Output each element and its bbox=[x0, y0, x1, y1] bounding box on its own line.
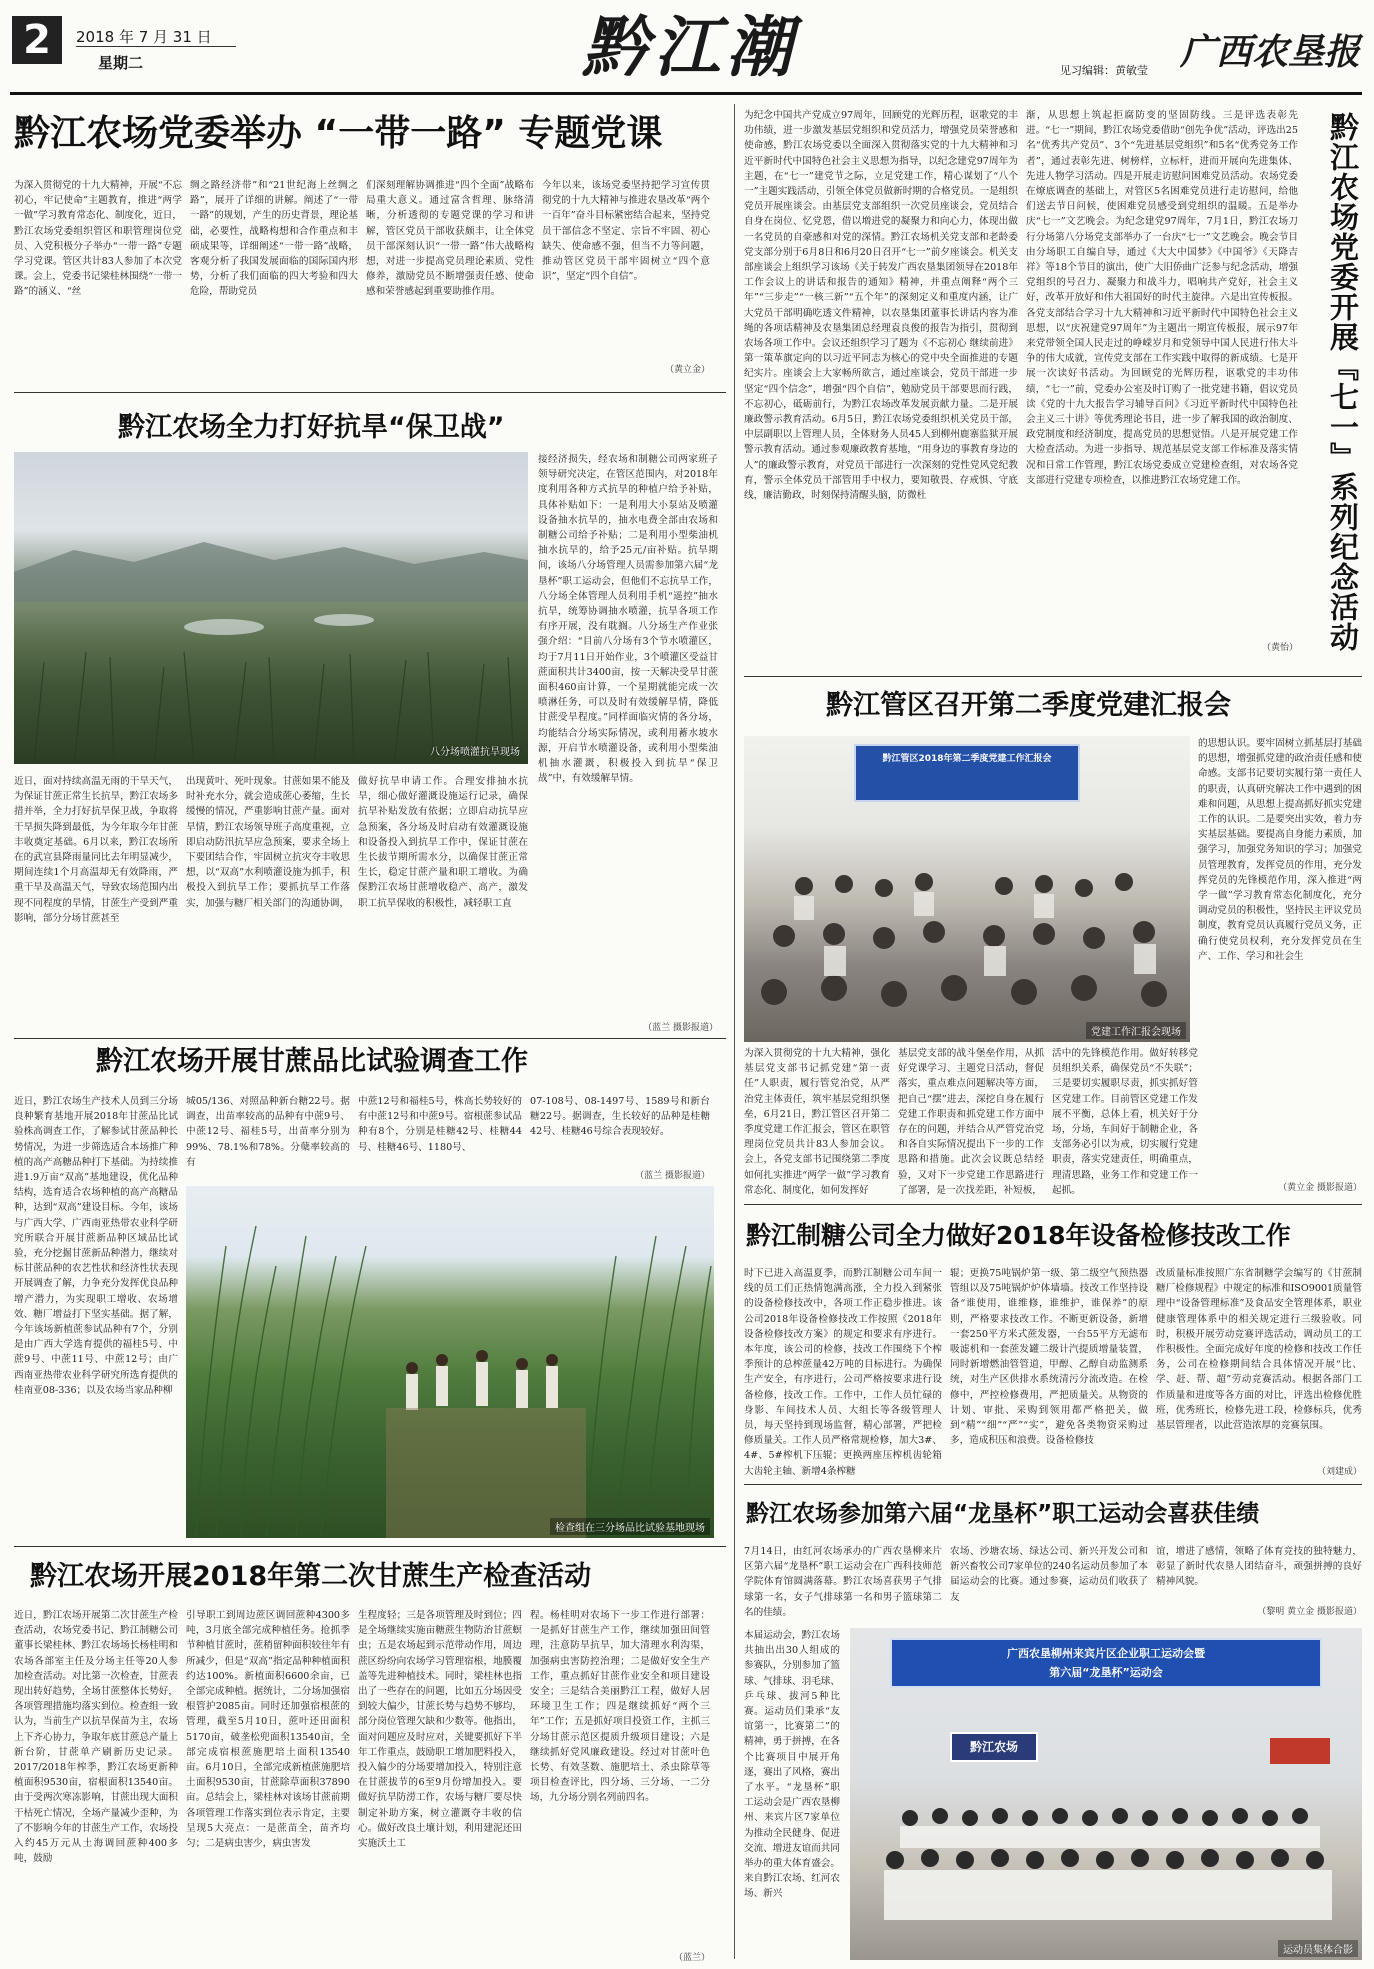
a8-photo-caption: 运动员集体合影 bbox=[1278, 1940, 1358, 1957]
a1-headline: 黔江农场党委举办 “一带一路” 专题党课 bbox=[14, 113, 663, 154]
a5-col1: 为纪念中国共产党成立97周年，回顾党的光辉历程，讴歌党的丰功伟绩，进一步激发基层党组织和党员活力，增强党员荣誉感和使命感，黔江农场党委以全面深入贯彻落实党的十九大精神和习近平新时代中国特色社会主义思想为指导，以纪念建党97周年为主题，在“七一”建党节之际，立足党建工作，精心谋划了“八个一”主题实践活动，引领全体党员做新时期的合格党员。一是组织党员开展座谈会。由基层党支部组织一次党员座谈会，党员结合自身在岗位、忆党恩，借以増进党的凝聚力和向心力，体现出做一名党员的自豪感和对党的深情。黔江农场机关党支部和老龄委党支部分别于6月8日和6月20日召开“七一”前夕座谈会。机关支部座谈会上组织学习该场《关于转发广西农垦集团领导在2018年工作会议上的讲话和报告的通知》精神，并重点阐释“两个三年”“三步走”“一核三新”“五个年”的深刻定义和重度内涵，让广大党员干部明确吃透文件精神，以农垦集团董事长讲话内容为准绳的各项话精神及农垦集团总经理袁良俊的报告为指引，贯彻到农场各项工作中。会议还组织学习了题为《不忘初心 继续前进》第一策革旗定向的以习近平同志为核心的党中央全面推进的专题纪实片。座谈会上大家畅所欲言，通过座谈会，党员干部进一步坚定“四个信念”，增强“四个自信”，勉励党员干部要思而行践，不忘初心，砥砺前行，为黔江农场改革发展贡献力量。二是开展廉政警示教育活动。6月5日，黔江农场党委组织机关党员干部，中层副职以上管理人员，全体财务人员45人到柳州鹿寨监狱开展警示教育活动。通过参观廉政教育基地，“用身边的事教育身边的人”的廉政警示教育，对党员干部进行一次深刻的党性党风党纪教育，警示全体党员干部管用手中权力，要知敬畏、存戒惧、守底线，廉洁勤政，时刻保持清醒头脑，防微杜 bbox=[744, 110, 1018, 502]
a7-col3: 改质量标准按照广东省制糖学会编写的《甘蔗制糖厂检修规程》中规定的标准和ISO9001质量管理中“设备管理标准”及食品安全管理体系，职业健康管理体系中的相关规定进行三级验收。同时，积极开展劳动竞赛评选活动，调动员工的工作积极性。全面完成好年度的检修和技改工作任务，公司在检修期间结合具体情况开展“比、学、赶、帮、超”劳动竞赛活动。根据各部门工作质量和进度等各方面的对比，评选出检修优胜班，优秀班长，检修先进工段，检修标兵，优秀基层管理者，以此营造浓厚的竞赛氛围。 bbox=[1156, 1268, 1362, 1432]
a3-col4: 07-108号、08-1497号、1589号和新台糖22号。据调查，生长较好的品种是桂糖42号、桂糖46号综合表现较好。 bbox=[530, 1096, 710, 1138]
a6-photo-caption: 党建工作汇报会现场 bbox=[1086, 1022, 1186, 1039]
a1-col2: 绸之路经济带”和“21世纪海上丝绸之路”，展开了详细的讲解。阐述了“一带一路”的规划，产生的历史背景，理论基础，必要性，战略构想和合作重点和丰硕成果等，详细阐述“一带一路”战略，客观分析了我国发展面临的国际国内形势，分析了我们面临的四大考验和四大危险，帮助党员 bbox=[190, 180, 358, 298]
a6-banner-text: 黔江管区2018年第二季度党建工作汇报会 bbox=[882, 754, 1052, 764]
a4-col3: 生程度轻；三是各项管理及时到位；四是全场继续实施亩糖蔗生物防治甘蔗螟虫；五是农场起到示范带动作用，周边蔗区纷纷向农场学习管理宿根，地膜覆盖等先进种植技术。同时，梁桂林也指出了一些存在的问题，比如五分场因受到较大偏少，甘蔗长势与趋势不够均，部分岗位管理欠缺和少数等。他指出，面对问题应及时应对，关键要抓好下半年工作重点，鼓励职工增加肥料投入，投入偏少的分场要增加投入，特别注意在甘蔗拔节的6至9月份增加投入。要做好抗旱防涝工作，农场与糖厂要尽快制定补助方案，树立灌溉夺丰收的信心。做好改良土壤计划，利用建泥还田实施沃土工 bbox=[358, 1610, 522, 1850]
a3-photo-scene bbox=[186, 1186, 714, 1538]
center-divider bbox=[734, 104, 735, 1959]
a8-left-col: 本届运动会，黔江农场共抽出出30人组成的参赛队，分别参加了篮球、气排球、羽毛球、乒乓球、拔河5种比赛。运动员们秉承“友谊第一，比赛第二”的精神，勇于拼搏，在各个比赛项目中展开角逐，赛出了风格，赛出了水平。“龙垦杯”职工运动会是广西农垦柳州、来宾片区7家单位为推动全民健身、促进交流、增进友谊而共同举办的重大体育盛会。来自黔江农场、红河农场、新兴 bbox=[744, 1630, 840, 1900]
a1-col4: 今年以来，该场党委坚持把学习宣传贯彻党的十九大精神与推进农垦改革“两个一百年”奋斗目标紧密结合起来，坚持党员干部信念不坚定、宗旨不牢固、初心缺失、使命感不强，但当不力等问题，推动管区党员干部牢固树立“四个意识”，坚定“四个自信”。 bbox=[542, 180, 710, 283]
a2-byline: （蓝兰 摄影报道） bbox=[643, 1023, 718, 1033]
date-rule bbox=[76, 46, 236, 47]
masthead: 黔江潮 bbox=[582, 8, 798, 86]
a2-photo-caption: 八分场喷灌抗旱现场 bbox=[430, 747, 520, 758]
a8-byline: （黎明 黄立金 摄影报道） bbox=[1257, 1607, 1362, 1617]
a2-col1: 近日，面对持续高温无雨的干旱天气，为保证甘蔗正常生长抗旱，黔江农场多措并举，全力打好抗旱保卫战，争取将干旱损失降到最低，为今年取今年甘蔗丰收奠定基础。6月以来，黔江农场所在的武宣县降雨量同比去年明显减少，期间连续1个月高温却无有效降雨，严重干旱及高温天气，导致农场范围内出现不同程度的旱情，甘蔗生产受到严重影响，部分分场甘蔗甚至 bbox=[14, 776, 178, 924]
a8-banner-line2: 第六届“龙垦杯”运动会 bbox=[1049, 1666, 1163, 1679]
a4-col4: 程。杨桂明对农场下一步工作进行部署：一是抓好甘蔗生产工作，继续加强田间管理，注意防旱抗旱，加大清理水利沟渠，加强病虫害防控治理；二是做好安全生产工作，重点抓好甘蔗作业安全和项目建设安全；三是结合美丽黔江工程，做好人居环境卫生工作；四是继续抓好“两个三年”工作；五是抓好项目投资工作，主抓三分场甘蔗示范区提质升级项目建设；六是继续抓好党风廉政建设。经过对甘蔗叶色长势、有效茎数、施肥培土、杀虫除草等项目检查评比，四分场、三分场、一二分场，九分场分别名列前四名。 bbox=[530, 1610, 710, 1804]
a7-col2: 辊；更换75吨锅炉第一级、第二级空气预热器管组以及75吨锅炉炉体墙墙。技改工作坚持设备“谁使用，谁维修，谁维护，谁保养”的原则，严格要求技改工作。不断更新设备，新增一套250平方米式蔗发器，一台55平方无滤布吸滤机和一套蔗发罐二级计汽提质增量装置，同时新增燃油管管道，甲醇、乙醇自动监测系统，对生产区供排水系统清污分流改造。在检修中，严控检修费用，严把质量关。从物资的计划、审批、采购到领用都严格把关，做到“精”“细”“严”“实”，避免各类物资采购过多，造成积压和浪费。设备检修技 bbox=[950, 1268, 1148, 1447]
issue-date: 2018 年 7 月 31 日 bbox=[76, 28, 212, 46]
a7-headline: 黔江制糖公司全力做好2018年设备检修技改工作 bbox=[746, 1221, 1291, 1250]
a3-photo-caption: 检查组在三分场品比试验基地现场 bbox=[550, 1518, 710, 1535]
a6-photo-scene bbox=[744, 736, 1190, 1042]
issue-weekday: 星期二 bbox=[98, 54, 144, 72]
a3-col3: 中蔗12号和福桂5号，株高长势较好的有中蔗12号和中蔗9号。宿根蔗参试品种有8个，分别是桂糖42号、桂糖44号、桂糖46号、1180号、 bbox=[358, 1096, 522, 1153]
header-rule bbox=[10, 92, 1362, 95]
a1-col1: 为深入贯彻党的十九大精神，开展“不忘初心，牢记使命”主题教育，推进“两学一做”学习教育常态化、制度化，近日，黔江农场党委组织管区和职管理岗位党员、入党积极分子举办“一带一路”专题学习党课。管区共计83人参加了本次党课。会上，党委书记梁桂林围绕“一带一路”的涵义、“丝 bbox=[14, 180, 182, 298]
a5-byline: （黄怡） bbox=[1261, 643, 1298, 653]
a4-headline: 黔江农场开展2018年第二次甘蔗生产检查活动 bbox=[30, 1561, 592, 1592]
intern-editor: 见习编辑：黄敏莹 bbox=[1060, 64, 1148, 77]
page-number: 2 bbox=[23, 17, 51, 63]
a2-col2: 出现黄叶、死叶现象。甘蔗如果不能及时补充水分，就会造成蔗心萎缩，生长缓慢的情况，严重影响甘蔗产量。面对旱情，黔江农场领导班子高度重视，立即启动防汛抗旱应急预案，要求全场上下要团结合作，牢固树立抗灾夺丰收思想，以“双高”水利喷灌设施为抓手，积极投入到抗旱工作；要抓抗旱工作落实，加强与糖厂相关部门的沟通协调， bbox=[186, 776, 350, 909]
a6-byline: （黄立金 摄影报道） bbox=[1278, 1183, 1362, 1193]
a1-col3: 们深刻理解协调推进“四个全面”战略布局重大意义。通过富含哲理、脉络清晰，分析透彻的专题党课的学习和讲解，管区党员干部收获颇丰，让全体党员干部深刻认识“一带一路”伟大战略构想，对进一步提高党员理论素质、党性修养，激励党员不断增强责任感、使命感和荣誉感起到重要助推作用。 bbox=[366, 180, 534, 298]
a6-bottom-rule bbox=[744, 1204, 1362, 1205]
a8-top-col1: 7月14日，由红河农场承办的广西农垦柳来片区第六届“龙垦杯”职工运动会在广西科技师范学院体育馆圆满落幕。黔江农场喜获男子气排球第一名，女子气排球第一名和男子篮球第二名的佳绩。 bbox=[744, 1546, 942, 1618]
a2-right-col: 接经济损失，经农场和制糖公司两家班子领导研究决定，在管区范围内，对2018年度利用各种方式抗旱的种植户给予补贴，具体补贴如下：一是利用大小泵站及喷灌设备抽水抗旱的，抽水电费全部由农场和制糖公司给予补贴；二是利用小型柴油机抽水抗旱的，给予25元/亩补贴。抗旱期间，该场八分场管理人员需参加第六届“龙垦杯”职工运动会，但他们不忘抗旱工作，八分场全体管理人员利用手机“遥控”抽水抗旱，统筹协调抽水喷灌，抗旱各项工作有序开展，没有耽搁。八分场生产作业张强介绍：“目前八分场有3个节水喷灌区，均于7月11日开始作业，3个喷灌区受益甘蔗面积共计3400亩，按一天解决受旱甘蔗面积460亩计算，一个星期就能完成一次喷淋任务，可以及时有效缓解旱情，降低甘蔗受旱程度。”同样面临灾情的各分场，均能结合分场实际情况，或利用蓄水坡水源，开启节水喷灌设备，或利用小型柴油机抽水灌溉，积极投入到抗旱“保卫战”中，有效缓解旱情。 bbox=[538, 454, 718, 785]
a3-photo bbox=[186, 1186, 714, 1538]
a8-photo-scene bbox=[850, 1628, 1362, 1960]
a8-team-flag-text: 黔江农场 bbox=[969, 1740, 1018, 1754]
a5-bottom-rule bbox=[744, 676, 1362, 677]
a2-headline: 黔江农场全力打好抗旱“保卫战” bbox=[118, 412, 505, 443]
a8-top-col2: 农场、沙塘农场、绿达公司、新兴开发公司和新兴畜牧公司7家单位的240名运动员参加了本届运动会的比赛。通过参赛，运动员们收获了友 bbox=[950, 1546, 1148, 1603]
a6-col2: 基层党支部的战斗堡垒作用，从抓好党课学习、主题党日活动，督促落实，重点难点问题解决等方面，把自己“摆”进去，深挖自身在履行党建工作职责和抓党建工作方面中存在的问题，并结合从严管党治党和各自实际情况提出下一步的工作思路和措施。此次会议既总结经验，又对下一步党建工作思路进行了部署，是一次找差距，补短板， bbox=[898, 1048, 1044, 1196]
a6-col1: 为深入贯彻党的十九大精神，强化基层党支部书记抓党建“第一责任”人职责，履行管党治党，从严治党主体责任，筑牢基层党组织堡垒，6月21日，黔江管区召开第二季度党建工作汇报会，管区在职管理岗位党员共计83人参加会议。会上，各党支部书记围绕第二季度如何扎实推进“两学一做”学习教育常态化、制度化，如何发挥好 bbox=[744, 1048, 890, 1196]
a5-vertical-headline: 黔江农场党委开展『七一』系列纪念活动 bbox=[1326, 112, 1360, 652]
a6-right-col: 的思想认识。要牢固树立抓基层打基础的思想，增强抓党建的政治责任感和使命感。支部书记要切实履行第一责任人的职责，认真研究解决工作中遇到的困难和问题，从思想上提高抓好抓实党建工作的认识。二是要突出实效，着力夯实基层基础。要提高自身能力素质，加强学习，加强党务知识的学习；加强党员管理教育，发挥党员的作用，充分发挥党员的先锋模范作用，深入推进“两学一做”学习教育常态化制度化，充分调动党员的积极性，坚持民主评议党员制度，教育党员认真履行党员义务，正确行使党员权利，充分发挥党员在生产、工作、学习和社会生 bbox=[1198, 738, 1362, 962]
a8-headline: 黔江农场参加第六届“龙垦杯”职工运动会喜获佳绩 bbox=[746, 1501, 1260, 1527]
a2-photo-scene bbox=[14, 452, 528, 764]
a1-bottom-rule bbox=[14, 392, 726, 393]
a8-banner-line1: 广西农垦柳州来宾片区企业职工运动会暨 bbox=[1007, 1647, 1205, 1660]
a4-col2: 引导职工到周边蔗区调回蔗种4300多吨，3月底全部完成种植任务。抢抓季节种植甘蔗时，蔗稍留种面积较往年有所减少，但是“双高”指定品种种植面积约达100%。新植面积6600余亩，已全部完成种植。据统计，二分场加强宿根管护2085亩。同时还加强宿根蔗的管理，截至5月10日，蔗叶还田面积5170亩，破垄松兜面积13540亩，全部完成宿根蔗施肥培土面积13540亩。6月10日，全部完成新植蔗施肥培土面积9530亩，甘蔗除草面积37890亩。总结会上，梁桂林对该场甘蔗前期各项管理工作落实到位表示肯定，主要呈现5大亮点：一是蔗苗全，苗齐均匀；二是病虫害少，病虫害发 bbox=[186, 1610, 350, 1850]
page-number-box bbox=[12, 16, 62, 64]
a2-photo bbox=[14, 452, 528, 764]
a3-bottom-rule bbox=[14, 1546, 726, 1547]
a3-col2: 城05/136、对照品种新台糖22号。据调查，出苗率较高的品种有中蔗9号、中蔗12号、福桂5号，出苗率分别为99%、78.1%和78%。分蘖率较高的有 bbox=[186, 1096, 350, 1168]
a6-photo bbox=[744, 736, 1190, 1042]
a7-col1: 时下已进入高温夏季，而黔江制糖公司车间一线的员工们正热情饱满高涨，全力投入到紧张的设备检修技改中，各项工作正稳步推进。该公司2018年设备检修技改工作按照《2018年设备检修技改方案》的规定和要求有序进行。本年度，该公司的检修，技改工作围绕下个榨季预计的总榨蔗量42万吨的目标进行。为确保生产安全，有序进行，公司严格按要求进行设备检修，技改工作。工作中，工作人员忙碌的身影、车间技术人员、大组长等各级管理人员，每天坚持到现场监督，精心部署，严把检修质量关。工作人员严格常规检修，加大3#、4#、5#榨机下压辊；更换两座压榨机齿轮箱大齿轮主轴、新增4条榨糖 bbox=[744, 1268, 942, 1477]
a6-headline: 黔江管区召开第二季度党建汇报会 bbox=[826, 690, 1231, 721]
a8-top-col3: 谊，增进了感情，领略了体育竞技的独特魅力，彰显了新时代农垦人团结奋斗，顽强拼搏的良好精神风貌。 bbox=[1156, 1546, 1362, 1588]
a7-byline: （刘建成） bbox=[1316, 1467, 1362, 1477]
a3-headline: 黔江农场开展甘蔗品比试验调查工作 bbox=[96, 1046, 528, 1077]
a3-col1: 近日，黔江农场生产技术人员到三分场良种繁育基地开展2018年甘蔗品比试验株高调查工作，了解参试甘蔗品种长势情况，为进一步筛选适合本场推广种植的高产高糖品种打下基础。为持续推进1.9万亩“双高”基地建设，优化品种结构，选育适合农场种植的高产高糖品种，达到“双高”建设目标。今年，该场与广西大学、广西南亚热带农业科学研究所联合开展甘蔗新品种区域品比试验，充分挖掘甘蔗新品种潜力，继续对标甘蔗品种的农艺性状和经济性状表现开展调查了解，力争充分发挥优良品种增产潜力，为实现职工增收、农场增效、糖厂增益打下坚实基础。据了解，今年该场新植蔗参试品种有7个，分别是由广西大学选育提供的福桂5号、中蔗9号、中蔗11号、中蔗12号；由广西南亚热带农业科学研究所选育提供的桂南亚08-336；以及农场当家品种柳 bbox=[14, 1096, 178, 1396]
a6-col3: 活中的先锋模范作用。做好转移党员组织关系，确保党员“不失联”；三是要切实履职尽责，抓实抓好管区党建工作。目前管区党建工作发展不平衡，总体上看，机关好于分场，分场，车间好于制糖企业，各支部务必引以为戒，切实履行党建职责，落实党建责任，明确重点，理清思路，业务工作和党建工作一起抓。 bbox=[1052, 1048, 1198, 1196]
a8-photo bbox=[850, 1628, 1362, 1960]
a2-bottom-rule bbox=[14, 1038, 726, 1039]
a5-col2: 渐，从思想上筑起拒腐防变的坚固防线。三是评选表彰先进。“七一”期间，黔江农场党委借助“创先争优”活动，评选出25名“优秀共产党员”、3个“先进基层党组织”和5名“优秀党务工作者”，通过表彰先进、树榜样，立标杆，进而开展向先进集体、先进人物学习活动。四是开展走访慰问困难党员活动。农场党委在燎底调查的基础上，对管区5名困难党员进行走访慰问，给他们送去节日问候，使困难党员感受到党组织的温暖。五是举办庆“七一”文艺晚会。为纪念建党97周年，7月1日，黔江农场刀行分场第八分场党支部举办了一台庆“七一”文艺晚会。晚会节目由分场职工自编自导，通过《大大中国梦》《中国爷》《天降吉祥》等18个节目的演出，使广大旧侨曲广泛参与纪念活动，增强党组织的号召力、凝聚力和战斗力，唱响共产党好，社会主义好，改革开放好和伟大祖国好的时代主旋律。六是出宣传板报。各党支部结合学习十九大精神和习近平新时代中国特色社会主义思想，以“庆祝建党97周年”为主题出一期宣传板报，展示97年来党带领全国人民走过的峥嵘岁月和党领导中国人民进行伟大斗争的伟大成就，宣传党支部在工作实践中取得的新成绩。七是开展一次读好书活动。为回顾党的光辉历程，讴歌党的丰功伟绩，“七一”前，党委办公室及时订购了一批党建书籍，倡议党员读《党的十九大报告学习辅导百问》《习近平新时代中国特色社会主义三十讲》等优秀理论书目，进一步了解我国的政治制度、政党制度和经济制度，提高党员的思想觉悟。八是开展党建工作大检查活动。为进一步指导、规范基层党支部工作标准及落实情况和日常工作管理，黔江农场党委成立党建检查组，对农场各党支部进行党建专项检查，以推进黔江农场党建工作。 bbox=[1026, 110, 1298, 486]
a7-bottom-rule bbox=[744, 1484, 1362, 1485]
a3-byline: （蓝兰 摄影报道） bbox=[635, 1171, 710, 1181]
a2-col3: 做好抗旱申请工作。合理安排抽水抗旱，细心做好灌溉设施运行记录，确保抗旱补贴发放有依据；立即启动抗旱应急预案，各分场及时启动有效灌溉设施和设备投入到抗旱工作中，保证甘蔗在生长拔节期所需水分，以确保甘蔗正常生长，稳定甘蔗产量和职工增收。为确保黔江农场甘蔗增收稳产、高产，激发职工抗旱保收的积极性，减轻职工直 bbox=[358, 776, 528, 909]
paper-name: 广西农垦报 bbox=[1180, 31, 1361, 73]
a4-col1: 近日，黔江农场开展第二次甘蔗生产检查活动，农场党委书记、黔江制糖公司董事长梁桂林、黔江农场场长杨桂明和农场各部室主任及分场主任等20人参加检查活动。对比第一次检查，甘蔗表现出转好趋势，全场甘蔗整体长势好，各项管理措施均落实到位。检查组一致认为，当前生产以抗旱保苗为主，农场上下齐心协力，争取年底甘蔗总产量上新台阶，甘蔗单产刷新历史记录。2017/2018年榨季，黔江农场更新种植面积9530亩，宿根面积13540亩。由于受两次寒冻影响，甘蔗出现大面积干枯死亡情况，全场产量减少歪种，为了不影响今年的甘蔗生产工作，农场投入约45万元从土海调回蔗种400多吨，鼓励 bbox=[14, 1610, 178, 1865]
a1-byline: （黄立金） bbox=[664, 365, 710, 375]
a4-byline: （蓝兰） bbox=[673, 1953, 710, 1963]
